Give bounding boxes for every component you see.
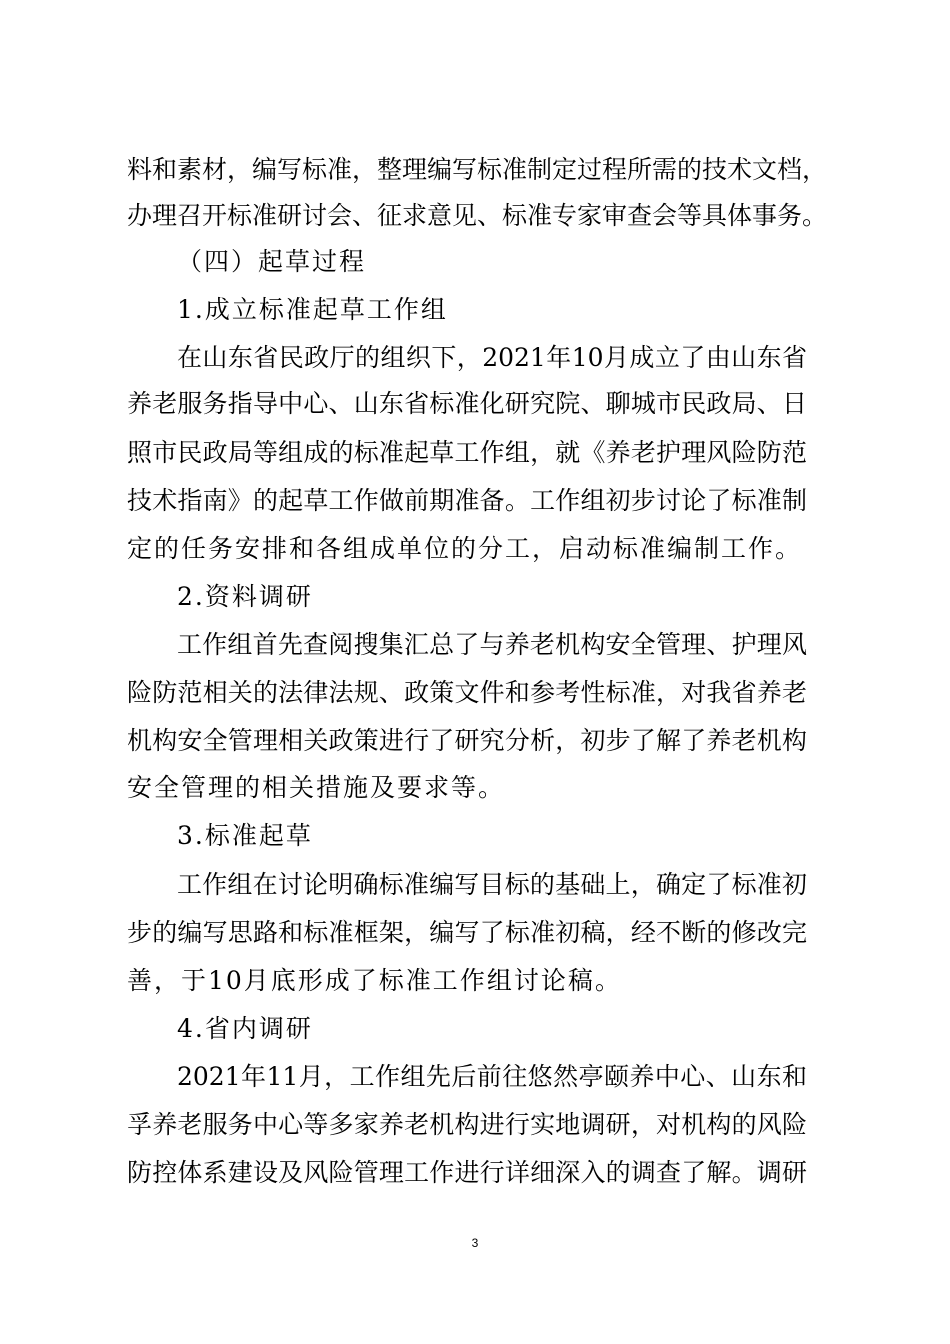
paragraph-line: 2021年11月，工作组先后前往悠然亭颐养中心、山东和 [177,1062,807,1091]
paragraph-line: 工作组在讨论明确标准编写目标的基础上，确定了标准初 [177,870,807,899]
paragraph-line: 定的任务安排和各组成单位的分工，启动标准编制工作。 [127,534,803,563]
subsection-heading: 4.省内调研 [177,1014,313,1043]
page-number: 3 [471,1236,479,1250]
paragraph-line: 工作组首先查阅搜集汇总了与养老机构安全管理、护理风 [177,630,807,659]
paragraph-line: 防控体系建设及风险管理工作进行详细深入的调查了解。调研 [127,1158,807,1187]
subsection-heading: 2.资料调研 [177,582,313,611]
paragraph-line: 善，于10月底形成了标准工作组讨论稿。 [127,966,622,995]
subsection-heading: 3.标准起草 [177,821,313,850]
paragraph-line: 办理召开标准研讨会、征求意见、标准专家审查会等具体事务。 [127,201,828,230]
paragraph-line: 步的编写思路和标准框架，编写了标准初稿，经不断的修改完 [127,918,807,947]
subsection-heading: 1.成立标准起草工作组 [177,295,448,324]
paragraph-line: 险防范相关的法律法规、政策文件和参考性标准，对我省养老 [127,678,807,707]
paragraph-line: 照市民政局等组成的标准起草工作组，就《养老护理风险防范 [127,438,807,467]
paragraph-line: 孚养老服务中心等多家养老机构进行实地调研，对机构的风险 [127,1110,807,1139]
section-heading: （四）起草过程 [177,247,367,276]
paragraph-line: 料和素材，编写标准，整理编写标准制定过程所需的技术文档， [127,155,828,184]
paragraph-line: 养老服务指导中心、山东省标准化研究院、聊城市民政局、日 [127,389,807,418]
paragraph-line: 技术指南》的起草工作做前期准备。工作组初步讨论了标准制 [127,486,807,515]
paragraph-line: 在山东省民政厅的组织下，2021年10月成立了由山东省 [177,343,807,372]
paragraph-line: 机构安全管理相关政策进行了研究分析，初步了解了养老机构 [127,726,807,755]
paragraph-line: 安全管理的相关措施及要求等。 [127,773,506,802]
